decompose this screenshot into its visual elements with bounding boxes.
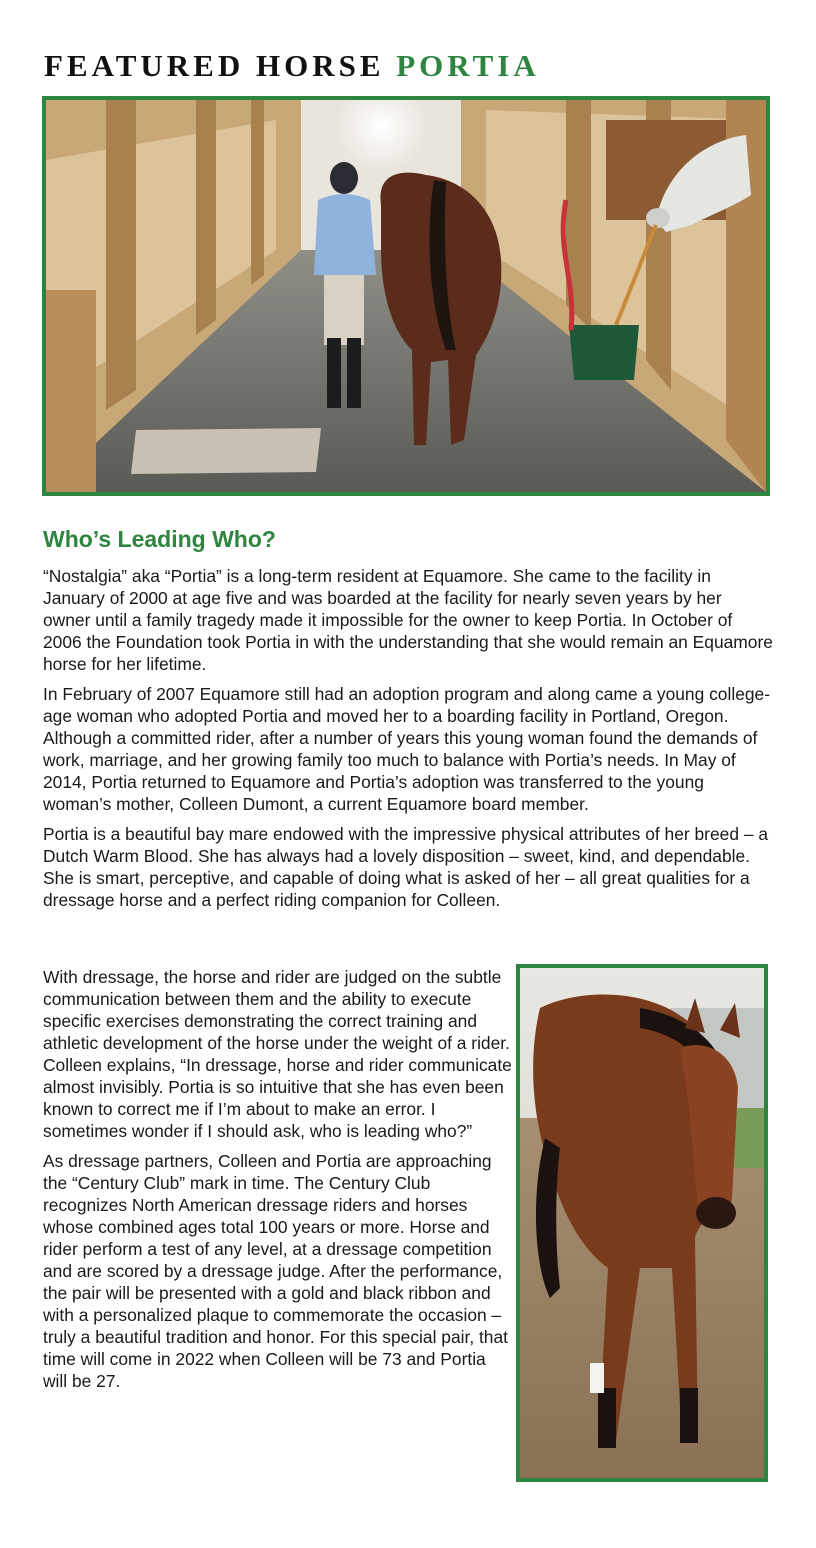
page-title-main: FEATURED HORSE [44,48,385,83]
barn-aisle-photo [42,96,770,496]
page-title-accent: PORTIA [396,48,540,83]
page-title [44,50,540,81]
article-paragraph: “Nostalgia” aka “Portia” is a long-term resident at Equamore. She came to the facility in January of 2000 at age five and was boarded at the facility for nearly seven years by her owner until a family tragedy made it impossible for the owner to keep Portia. In October of 2006 the Foundation took Portia in with the understanding that she would remain an Equamore horse for her lifetime. [43,566,773,674]
article-body-column [43,966,513,1400]
portia-portrait-illustration [520,968,764,1478]
barn-aisle-illustration [46,100,766,492]
article-paragraph: Portia is a beautiful bay mare endowed with the impressive physical attributes of her breed – a Dutch Warm Blood. She has always had a lovely disposition – sweet, kind, and dependable. She is smart, perceptive, and capable of doing what is asked of her – all great qualities for a dressage horse and a perfect riding companion for Colleen. [43,824,768,910]
portia-portrait-photo [516,964,768,1482]
article-body-top [43,565,773,919]
article-paragraph: In February of 2007 Equamore still had an adoption program and along came a young college-age woman who adopted Portia and moved her to a boarding facility in Portland, Oregon. Although a committed rider, after a number of years this young woman found the demands of work, marriage, and her growing family too much to balance with Portia’s needs. In May of 2014, Portia returned to Equamore and Portia’s adoption was transferred to the young woman’s mother, Colleen Dumont, a current Equamore board member. [43,684,771,814]
article-heading: Who’s Leading Who? [43,526,276,552]
article-paragraph: With dressage, the horse and rider are judged on the subtle communication between them and the ability to execute specific exercises demonstrating the correct training and athletic development of the horse under the weight of a rider. Colleen explains, “In dressage, horse and rider communicate almost invisibly. Portia is so intuitive that she has even been known to correct me if I’m about to make an error. I sometimes wonder if I should ask, who is leading who?” [43,967,512,1141]
article-paragraph: As dressage partners, Colleen and Portia are approaching the “Century Club” mark in time. The Century Club recognizes North American dressage riders and horses whose combined ages total 100 years or more. Horse and rider perform a test of any level, at a dressage competition and are scored by a dressage judge. After the performance, the pair will be presented with a gold and black ribbon and with a personalized plaque to commemorate the occasion – truly a beautiful tradition and honor. For this special pair, that time will come in 2022 when Colleen will be 73 and Portia will be 27. [43,1151,508,1391]
